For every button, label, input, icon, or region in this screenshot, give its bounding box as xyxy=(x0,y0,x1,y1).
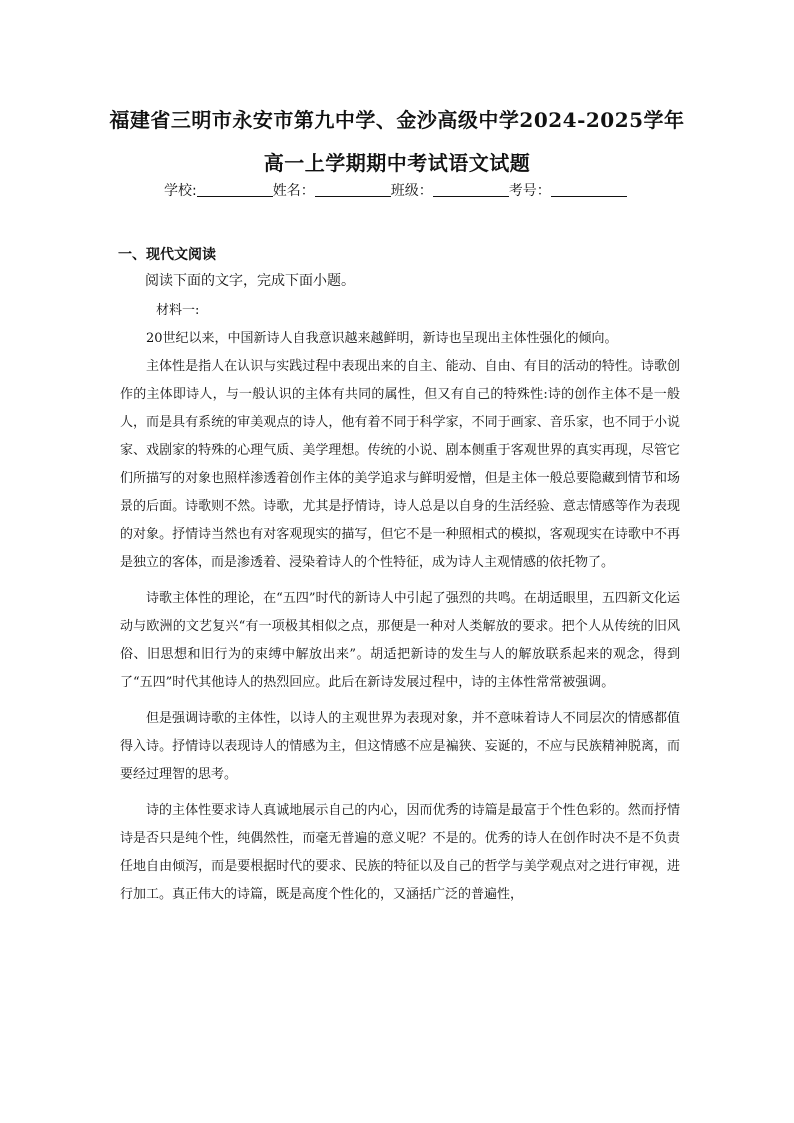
student-info-row xyxy=(164,180,627,200)
paragraph: 主体性是指人在认识与实践过程中表现出来的自主、能动、自由、有目的活动的特性。诗歌创作的主体即诗人，与一般认识的主体有共同的属性，但又有自己的特殊性:诗的创作主体不是一般人，而是具有系统的审美观点的诗人，他有着不同于科学家，不同于画家、音乐家，也不同于小说家、戏剧家的特殊的心理气质、美学理想。传统的小说、剧本侧重于客观世界的真实再现，尽管它们所描写的对象也照样渗透着创作主体的美学追求与鲜明爱憎，但是主体一般总要隐藏到情节和场景的后面。诗歌则不然。诗歌，尤其是抒情诗，诗人总是以自身的生活经验、意志情感等作为表现的对象。抒情诗当然也有对客观现实的描写，但它不是一种照相式的模拟，客观现实在诗歌中不再是独立的客体，而是渗透着、浸染着诗人的个性特征，成为诗人主观情感的依托物了。 xyxy=(120,359,680,570)
paragraph: 20世纪以来，中国新诗人自我意识越来越鲜明，新诗也呈现出主体性强化的倾向。 xyxy=(146,331,618,346)
class-blank xyxy=(433,182,509,197)
reading-instruction: 阅读下面的文字，完成下面小题。 xyxy=(145,273,355,289)
exam-number-blank xyxy=(551,182,627,197)
name-blank xyxy=(315,182,391,197)
exam-number-label: 考号： xyxy=(508,183,551,199)
section-heading: 一、现代文阅读 xyxy=(118,247,216,263)
school-label: 学校: xyxy=(164,183,197,199)
school-blank xyxy=(197,182,273,197)
paragraph: 但是强调诗歌的主体性，以诗人的主观世界为表现对象，并不意味着诗人不同层次的情感都值得入诗。抒情诗以表现诗人的情感为主，但这情感不应是褊狭、妄诞的，不应与民族精神脱离，而要经过理智的思考。 xyxy=(120,711,680,782)
name-label: 姓名： xyxy=(272,183,315,199)
paragraph: 诗歌主体性的理论，在“五四”时代的新诗人中引起了强烈的共鸣。在胡适眼里，五四新文化运动与欧洲的文艺复兴“有一项极其相似之点，那便是一种对人类解放的要求。把个人从传统的旧风俗、旧思想和旧行为的束缚中解放出来”。胡适把新诗的发生与人的解放联系起来的观念，得到了“五四”时代其他诗人的热烈回应。此后在新诗发展过程中，诗的主体性常常被强调。 xyxy=(120,591,680,690)
document-title-line-1: 福建省三明市永安市第九中学、金沙高级中学2024-2025学年 xyxy=(109,108,685,132)
material-label: 材料一: xyxy=(156,303,200,318)
paragraph: 诗的主体性要求诗人真诚地展示自己的内心，因而优秀的诗篇是最富于个性色彩的。然而抒情诗是否只是纯个性，纯偶然性，而毫无普遍的意义呢？不是的。优秀的诗人在创作时决不是不负责任地自由倾泻，而是要根据时代的要求、民族的特征以及自己的哲学与美学观点对之进行审视，进行加工。真正伟大的诗篇，既是高度个性化的，又涵括广泛的普遍性， xyxy=(120,803,680,902)
article-body xyxy=(120,325,680,909)
class-label: 班级： xyxy=(390,183,433,199)
document-title-line-2: 高一上学期期中考试语文试题 xyxy=(263,151,531,175)
